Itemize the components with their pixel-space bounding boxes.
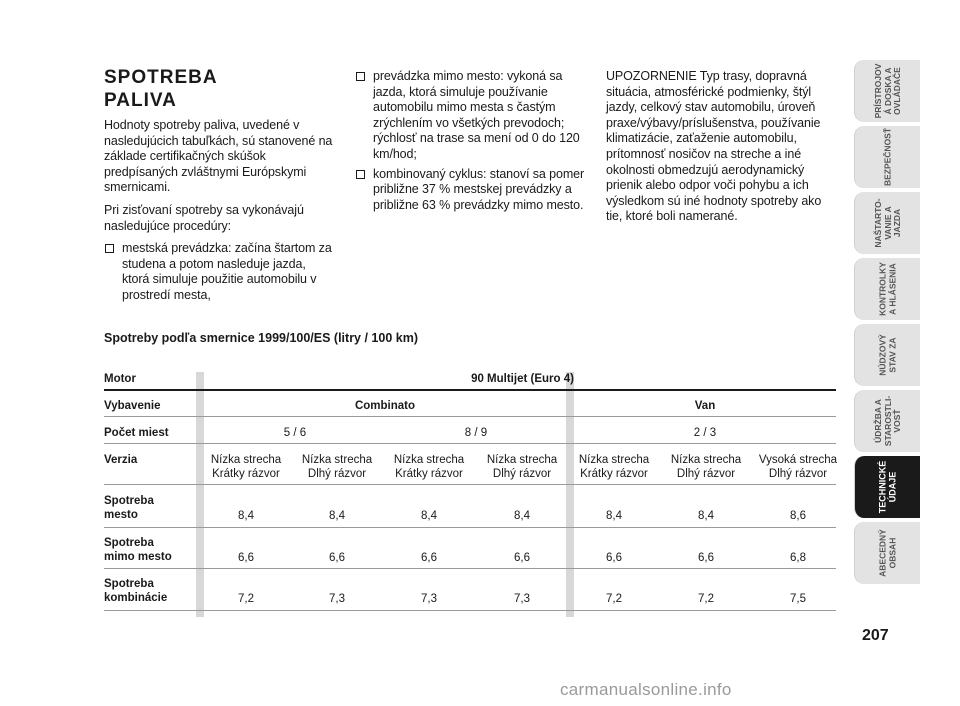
sidebar-tab-label: PRÍSTROJOV Á DOSKA A OVLÁDAČE	[872, 63, 902, 119]
warning-column	[606, 69, 840, 232]
intro-paragraph: Hodnoty spotreby paliva, uvedené v nasledujúcich tabuľkách, sú stanovené na základe certifikačných skúšok predpísaných zvláštnymi Európskymi smernicami.	[104, 118, 333, 195]
row-label-komb: Spotreba kombinácie	[104, 578, 168, 604]
sidebar-tab-label: NÚDZOVÝ STAV ZA	[877, 334, 897, 376]
intro-column	[104, 118, 336, 308]
warning-text: UPOZORNENIE Typ trasy, dopravná situácia, atmosférické podmienky, štýl jazdy, celkový stav automobilu, úroveň praxe/výbavy/príslušenstva, používanie klimatizácie, zaťaženie automobilu, prítomnosť nosičov na streche a iné okolnosti obmedzujú aerodynamický prienik alebo odpor voči pohybu a ich výsledkom sú iné hodnoty spotreby ako tie, ktoré boli namerané.	[606, 69, 822, 224]
extra-urban-consumption-cell: 6,6	[329, 552, 345, 564]
sidebar-tab-label: ABECEDNÝ OBSAH	[877, 529, 897, 577]
version-cell: Nízka strecha Dlhý rázvor	[301, 454, 373, 480]
table-rule	[104, 610, 836, 611]
procedures-paragraph: Pri zisťovaní spotreby sa vykonávajú nasledujúce procedúry:	[104, 202, 304, 233]
extra-urban-consumption-cell: 6,8	[790, 552, 806, 564]
column-separator	[566, 372, 574, 617]
engine-name: 90 Multijet (Euro 4)	[471, 373, 574, 385]
table-title: Spotreby podľa smernice 1999/100/ES (litry / 100 km)	[104, 331, 418, 345]
extra-urban-consumption-cell: 6,6	[238, 552, 254, 564]
sidebar-tab-label: BEZPEČNOSŤ	[882, 127, 893, 187]
sidebar-tab[interactable]	[854, 456, 920, 518]
sidebar-tab-label: ÚDRŽBA A STAROSTLI- VOSŤ	[872, 395, 902, 447]
watermark: carmanualsonline.info	[560, 680, 732, 699]
bullet-text: kombinovaný cyklus: stanoví sa pomer približne 37 % mestskej prevádzky a približne 63 % prevádzky mimo mesto.	[373, 166, 585, 212]
city-consumption-cell: 8,4	[514, 510, 530, 522]
sidebar-tab[interactable]	[854, 192, 920, 254]
version-cell: Nízka strecha Krátky rázvor	[578, 454, 650, 480]
bullet-text: prevádzka mimo mesto: vykoná sa jazda, ktorá simuluje používanie automobilu mimo mesta s častým zrýchlením vo všetkých prevodoch; rýchlosť na trase sa mení od 0 do 120 km/hod;	[373, 69, 580, 161]
city-consumption-cell: 8,4	[329, 510, 345, 522]
table-rule	[104, 568, 836, 569]
table-rule	[104, 443, 836, 444]
version-cell: Nízka strecha Dlhý rázvor	[486, 454, 558, 480]
sidebar-tab[interactable]	[854, 324, 920, 386]
city-consumption-cell: 8,4	[606, 510, 622, 522]
bullet-city	[104, 241, 336, 303]
sidebar-tab[interactable]	[854, 522, 920, 584]
version-cell: Nízka strecha Dlhý rázvor	[670, 454, 742, 480]
seats-5-6: 5 / 6	[283, 427, 307, 439]
seats-8-9: 8 / 9	[464, 427, 488, 439]
row-label-mesto: Spotreba mesto	[104, 495, 154, 521]
checkbox-bullet-icon	[356, 170, 365, 179]
combined-consumption-cell: 7,2	[606, 593, 622, 605]
consumption-table	[104, 370, 836, 620]
table-rule	[104, 484, 836, 485]
version-cell: Nízka strecha Krátky rázvor	[210, 454, 282, 480]
combined-consumption-cell: 7,5	[790, 593, 806, 605]
extra-urban-consumption-cell: 6,6	[698, 552, 714, 564]
table-rule	[104, 527, 836, 528]
city-consumption-cell: 8,4	[421, 510, 437, 522]
procedures-column	[355, 69, 587, 217]
combined-consumption-cell: 7,3	[514, 593, 530, 605]
combined-consumption-cell: 7,2	[698, 593, 714, 605]
sidebar-tab[interactable]	[854, 390, 920, 452]
equipment-van: Van	[694, 400, 716, 412]
table-rule	[104, 416, 836, 417]
row-label-vybavenie: Vybavenie	[104, 400, 161, 412]
version-cell: Nízka strecha Krátky rázvor	[393, 454, 465, 480]
sidebar-tab-label: KONTROLKY A HLÁSENIA	[877, 262, 897, 316]
sidebar-tab[interactable]	[854, 60, 920, 122]
sidebar-tab[interactable]	[854, 258, 920, 320]
city-consumption-cell: 8,6	[790, 510, 806, 522]
sidebar-tab[interactable]	[854, 126, 920, 188]
bullet-combined	[355, 167, 587, 214]
extra-urban-consumption-cell: 6,6	[606, 552, 622, 564]
checkbox-bullet-icon	[356, 72, 365, 81]
column-separator	[196, 372, 204, 617]
extra-urban-consumption-cell: 6,6	[514, 552, 530, 564]
page-number: 207	[862, 627, 889, 644]
page-title: SPOTREBA PALIVA	[104, 67, 218, 111]
bullet-text: mestská prevádzka: začína štartom za studena a potom nasleduje jazda, ktorá simuluje použitie automobilu v prostredí mesta,	[122, 241, 332, 302]
equipment-combinato: Combinato	[354, 400, 416, 412]
row-label-mimo: Spotreba mimo mesto	[104, 537, 172, 563]
combined-consumption-cell: 7,2	[238, 593, 254, 605]
extra-urban-consumption-cell: 6,6	[421, 552, 437, 564]
sidebar-tab-label: NAŠTARTO- VANIE A JAZDA	[872, 198, 902, 248]
checkbox-bullet-icon	[105, 244, 114, 253]
combined-consumption-cell: 7,3	[421, 593, 437, 605]
city-consumption-cell: 8,4	[238, 510, 254, 522]
table-rule	[104, 389, 836, 391]
combined-consumption-cell: 7,3	[329, 593, 345, 605]
bullet-extra-urban	[355, 69, 587, 163]
row-label-pocet: Počet miest	[104, 427, 169, 439]
version-cell: Vysoká strecha Dlhý rázvor	[758, 454, 838, 480]
row-label-verzia: Verzia	[104, 454, 138, 466]
row-label-motor: Motor	[104, 373, 136, 385]
city-consumption-cell: 8,4	[698, 510, 714, 522]
sidebar-tab-label: TECHNICKÉ ÚDAJE	[877, 460, 897, 514]
seats-2-3: 2 / 3	[693, 427, 717, 439]
